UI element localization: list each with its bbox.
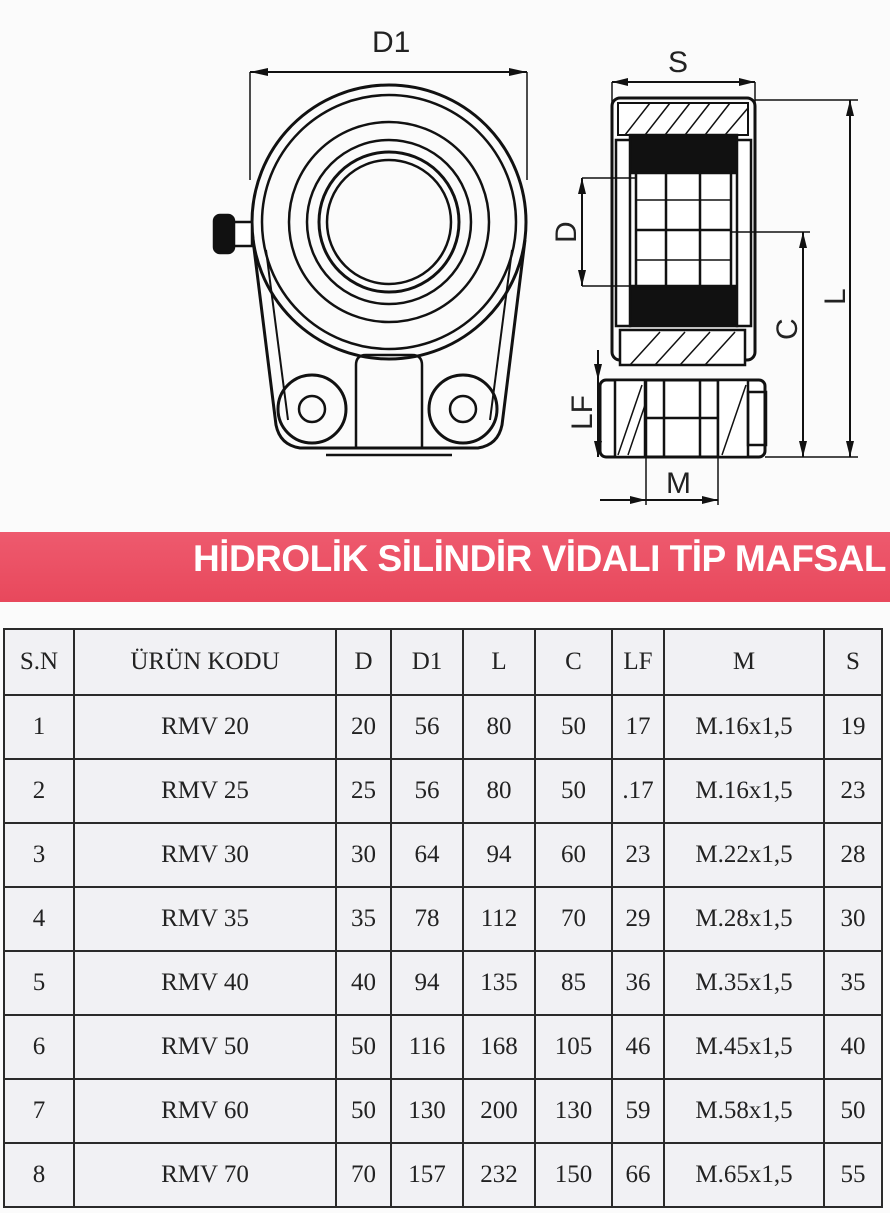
cell-l: 135 — [463, 951, 535, 1015]
table-row — [4, 695, 882, 759]
table-row — [4, 1079, 882, 1143]
header-sn: S.N — [4, 629, 74, 695]
cell-l: 80 — [463, 759, 535, 823]
cell-s: 30 — [824, 887, 882, 951]
cell-m: M.65x1,5 — [664, 1143, 824, 1207]
cell-d1: 116 — [391, 1015, 463, 1079]
cell-d: 30 — [336, 823, 391, 887]
cell-product-code: RMV 20 — [74, 695, 336, 759]
cell-product-code: RMV 30 — [74, 823, 336, 887]
cell-sn: 7 — [4, 1079, 74, 1143]
cell-lf: 46 — [612, 1015, 664, 1079]
table-header-row — [4, 629, 882, 695]
header-d1: D1 — [391, 629, 463, 695]
cell-d1: 130 — [391, 1079, 463, 1143]
cell-d: 40 — [336, 951, 391, 1015]
cell-m: M.22x1,5 — [664, 823, 824, 887]
cell-c: 60 — [535, 823, 612, 887]
cell-sn: 6 — [4, 1015, 74, 1079]
cell-l: 94 — [463, 823, 535, 887]
table-row — [4, 1143, 882, 1207]
cell-l: 232 — [463, 1143, 535, 1207]
cell-c: 50 — [535, 759, 612, 823]
table-row — [4, 887, 882, 951]
cell-m: M.16x1,5 — [664, 759, 824, 823]
table-row — [4, 759, 882, 823]
label-d1: D1 — [372, 26, 411, 59]
cell-product-code: RMV 70 — [74, 1143, 336, 1207]
cell-s: 28 — [824, 823, 882, 887]
cell-product-code: RMV 35 — [74, 887, 336, 951]
cell-d1: 94 — [391, 951, 463, 1015]
header-l: L — [463, 629, 535, 695]
label-c: C — [771, 318, 804, 340]
cell-l: 200 — [463, 1079, 535, 1143]
cell-sn: 2 — [4, 759, 74, 823]
cell-lf: 17 — [612, 695, 664, 759]
table-row — [4, 951, 882, 1015]
header-m: M — [664, 629, 824, 695]
title-banner — [0, 532, 890, 602]
cell-d1: 78 — [391, 887, 463, 951]
cell-product-code: RMV 40 — [74, 951, 336, 1015]
label-m: M — [666, 467, 691, 500]
cell-sn: 4 — [4, 887, 74, 951]
cell-d1: 56 — [391, 759, 463, 823]
label-s: S — [668, 46, 689, 79]
cell-d: 50 — [336, 1079, 391, 1143]
cell-product-code: RMV 50 — [74, 1015, 336, 1079]
cell-s: 50 — [824, 1079, 882, 1143]
cell-product-code: RMV 60 — [74, 1079, 336, 1143]
cell-lf: 23 — [612, 823, 664, 887]
banner-title: HİDROLİK SİLİNDİR VİDALI TİP MAFSAL — [192, 538, 886, 579]
cell-lf: .17 — [612, 759, 664, 823]
cell-m: M.16x1,5 — [664, 695, 824, 759]
cell-d1: 64 — [391, 823, 463, 887]
cell-c: 105 — [535, 1015, 612, 1079]
spec-table — [3, 628, 883, 1208]
cell-d: 35 — [336, 887, 391, 951]
technical-drawing — [0, 0, 890, 525]
header-s: S — [824, 629, 882, 695]
cell-sn: 3 — [4, 823, 74, 887]
cell-sn: 5 — [4, 951, 74, 1015]
cell-d: 70 — [336, 1143, 391, 1207]
cell-m: M.58x1,5 — [664, 1079, 824, 1143]
cell-d1: 157 — [391, 1143, 463, 1207]
table-row — [4, 1015, 882, 1079]
cell-l: 168 — [463, 1015, 535, 1079]
cell-sn: 8 — [4, 1143, 74, 1207]
cell-lf: 29 — [612, 887, 664, 951]
cell-d1: 56 — [391, 695, 463, 759]
header-c: C — [535, 629, 612, 695]
cell-d: 20 — [336, 695, 391, 759]
label-l: L — [819, 288, 852, 305]
front-view — [214, 68, 527, 455]
cell-l: 112 — [463, 887, 535, 951]
cell-l: 80 — [463, 695, 535, 759]
cell-s: 19 — [824, 695, 882, 759]
cell-lf: 66 — [612, 1143, 664, 1207]
label-d: D — [550, 221, 583, 243]
cell-s: 40 — [824, 1015, 882, 1079]
cell-m: M.45x1,5 — [664, 1015, 824, 1079]
cell-m: M.28x1,5 — [664, 887, 824, 951]
header-d: D — [336, 629, 391, 695]
header-lf: LF — [612, 629, 664, 695]
cell-lf: 36 — [612, 951, 664, 1015]
cell-s: 35 — [824, 951, 882, 1015]
table-row — [4, 823, 882, 887]
cell-c: 85 — [535, 951, 612, 1015]
cell-c: 70 — [535, 887, 612, 951]
cell-m: M.35x1,5 — [664, 951, 824, 1015]
label-lf: LF — [566, 394, 599, 430]
header-product-code: ÜRÜN KODU — [74, 629, 336, 695]
cell-d: 50 — [336, 1015, 391, 1079]
cell-c: 130 — [535, 1079, 612, 1143]
cell-d: 25 — [336, 759, 391, 823]
cell-c: 150 — [535, 1143, 612, 1207]
cell-s: 55 — [824, 1143, 882, 1207]
cell-sn: 1 — [4, 695, 74, 759]
cell-lf: 59 — [612, 1079, 664, 1143]
section-view — [578, 78, 858, 505]
cell-product-code: RMV 25 — [74, 759, 336, 823]
cell-c: 50 — [535, 695, 612, 759]
cell-s: 23 — [824, 759, 882, 823]
